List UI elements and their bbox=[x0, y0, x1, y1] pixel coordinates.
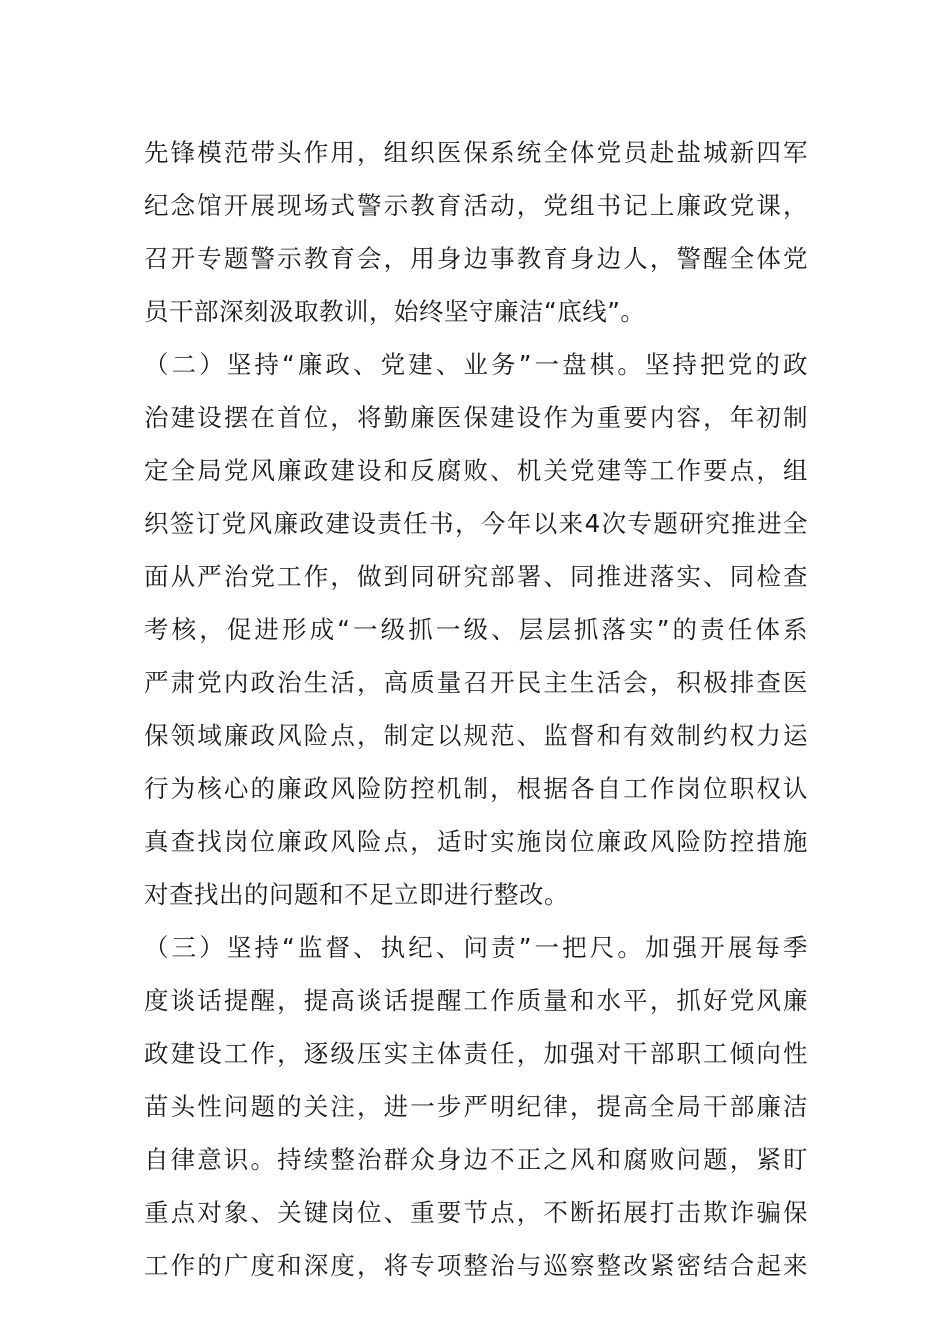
text-line: 面从严治党工作，做到同研究部署、同推进落实、同检查 bbox=[144, 562, 808, 591]
text-line: 员干部深刻汲取教训，始终坚守廉洁“底线”。 bbox=[144, 297, 646, 326]
text-line: 严肃党内政治生活，高质量召开民主生活会，积极排查医 bbox=[144, 668, 808, 697]
text-line: 真查找岗位廉政风险点，适时实施岗位廉政风险防控措施 bbox=[144, 827, 808, 856]
text-line: 苗头性问题的关注，进一步严明纪律，提高全局干部廉洁 bbox=[144, 1092, 808, 1121]
text-line: 定全局党风廉政建设和反腐败、机关党建等工作要点，组 bbox=[144, 456, 808, 485]
text-line: 自律意识。持续整治群众身边不正之风和腐败问题，紧盯 bbox=[144, 1145, 808, 1174]
section-heading-line: （二）坚持“廉政、党建、业务”一盘棋。坚持把党的政 bbox=[144, 350, 808, 379]
section-heading-line: （三）坚持“监督、执纪、问责”一把尺。加强开展每季 bbox=[144, 933, 808, 962]
text-line: 纪念馆开展现场式警示教育活动，党组书记上廉政党课， bbox=[144, 191, 808, 220]
text-line: 保领域廉政风险点，制定以规范、监督和有效制约权力运 bbox=[144, 721, 808, 750]
text-line: 治建设摆在首位，将勤廉医保建设作为重要内容，年初制 bbox=[144, 403, 808, 432]
text-line: 召开专题警示教育会，用身边事教育身边人，警醒全体党 bbox=[144, 244, 808, 273]
text-line: 织签订党风廉政建设责任书，今年以来4次专题研究推进全 bbox=[144, 509, 808, 538]
text-line: 工作的广度和深度，将专项整治与巡察整改紧密结合起来 bbox=[144, 1251, 808, 1280]
text-line: 对查找出的问题和不足立即进行整改。 bbox=[144, 880, 569, 909]
text-line: 先锋模范带头作用，组织医保系统全体党员赴盐城新四军 bbox=[144, 138, 808, 167]
text-line: 考核，促进形成“一级抓一级、层层抓落实”的责任体系 bbox=[144, 615, 808, 644]
text-line: 重点对象、关键岗位、重要节点，不断拓展打击欺诈骗保 bbox=[144, 1198, 808, 1227]
text-line: 度谈话提醒，提高谈话提醒工作质量和水平，抓好党风廉 bbox=[144, 986, 808, 1015]
body-text bbox=[144, 126, 808, 1292]
text-line: 政建设工作，逐级压实主体责任，加强对干部职工倾向性 bbox=[144, 1039, 808, 1068]
text-line: 行为核心的廉政风险防控机制，根据各自工作岗位职权认 bbox=[144, 774, 808, 803]
